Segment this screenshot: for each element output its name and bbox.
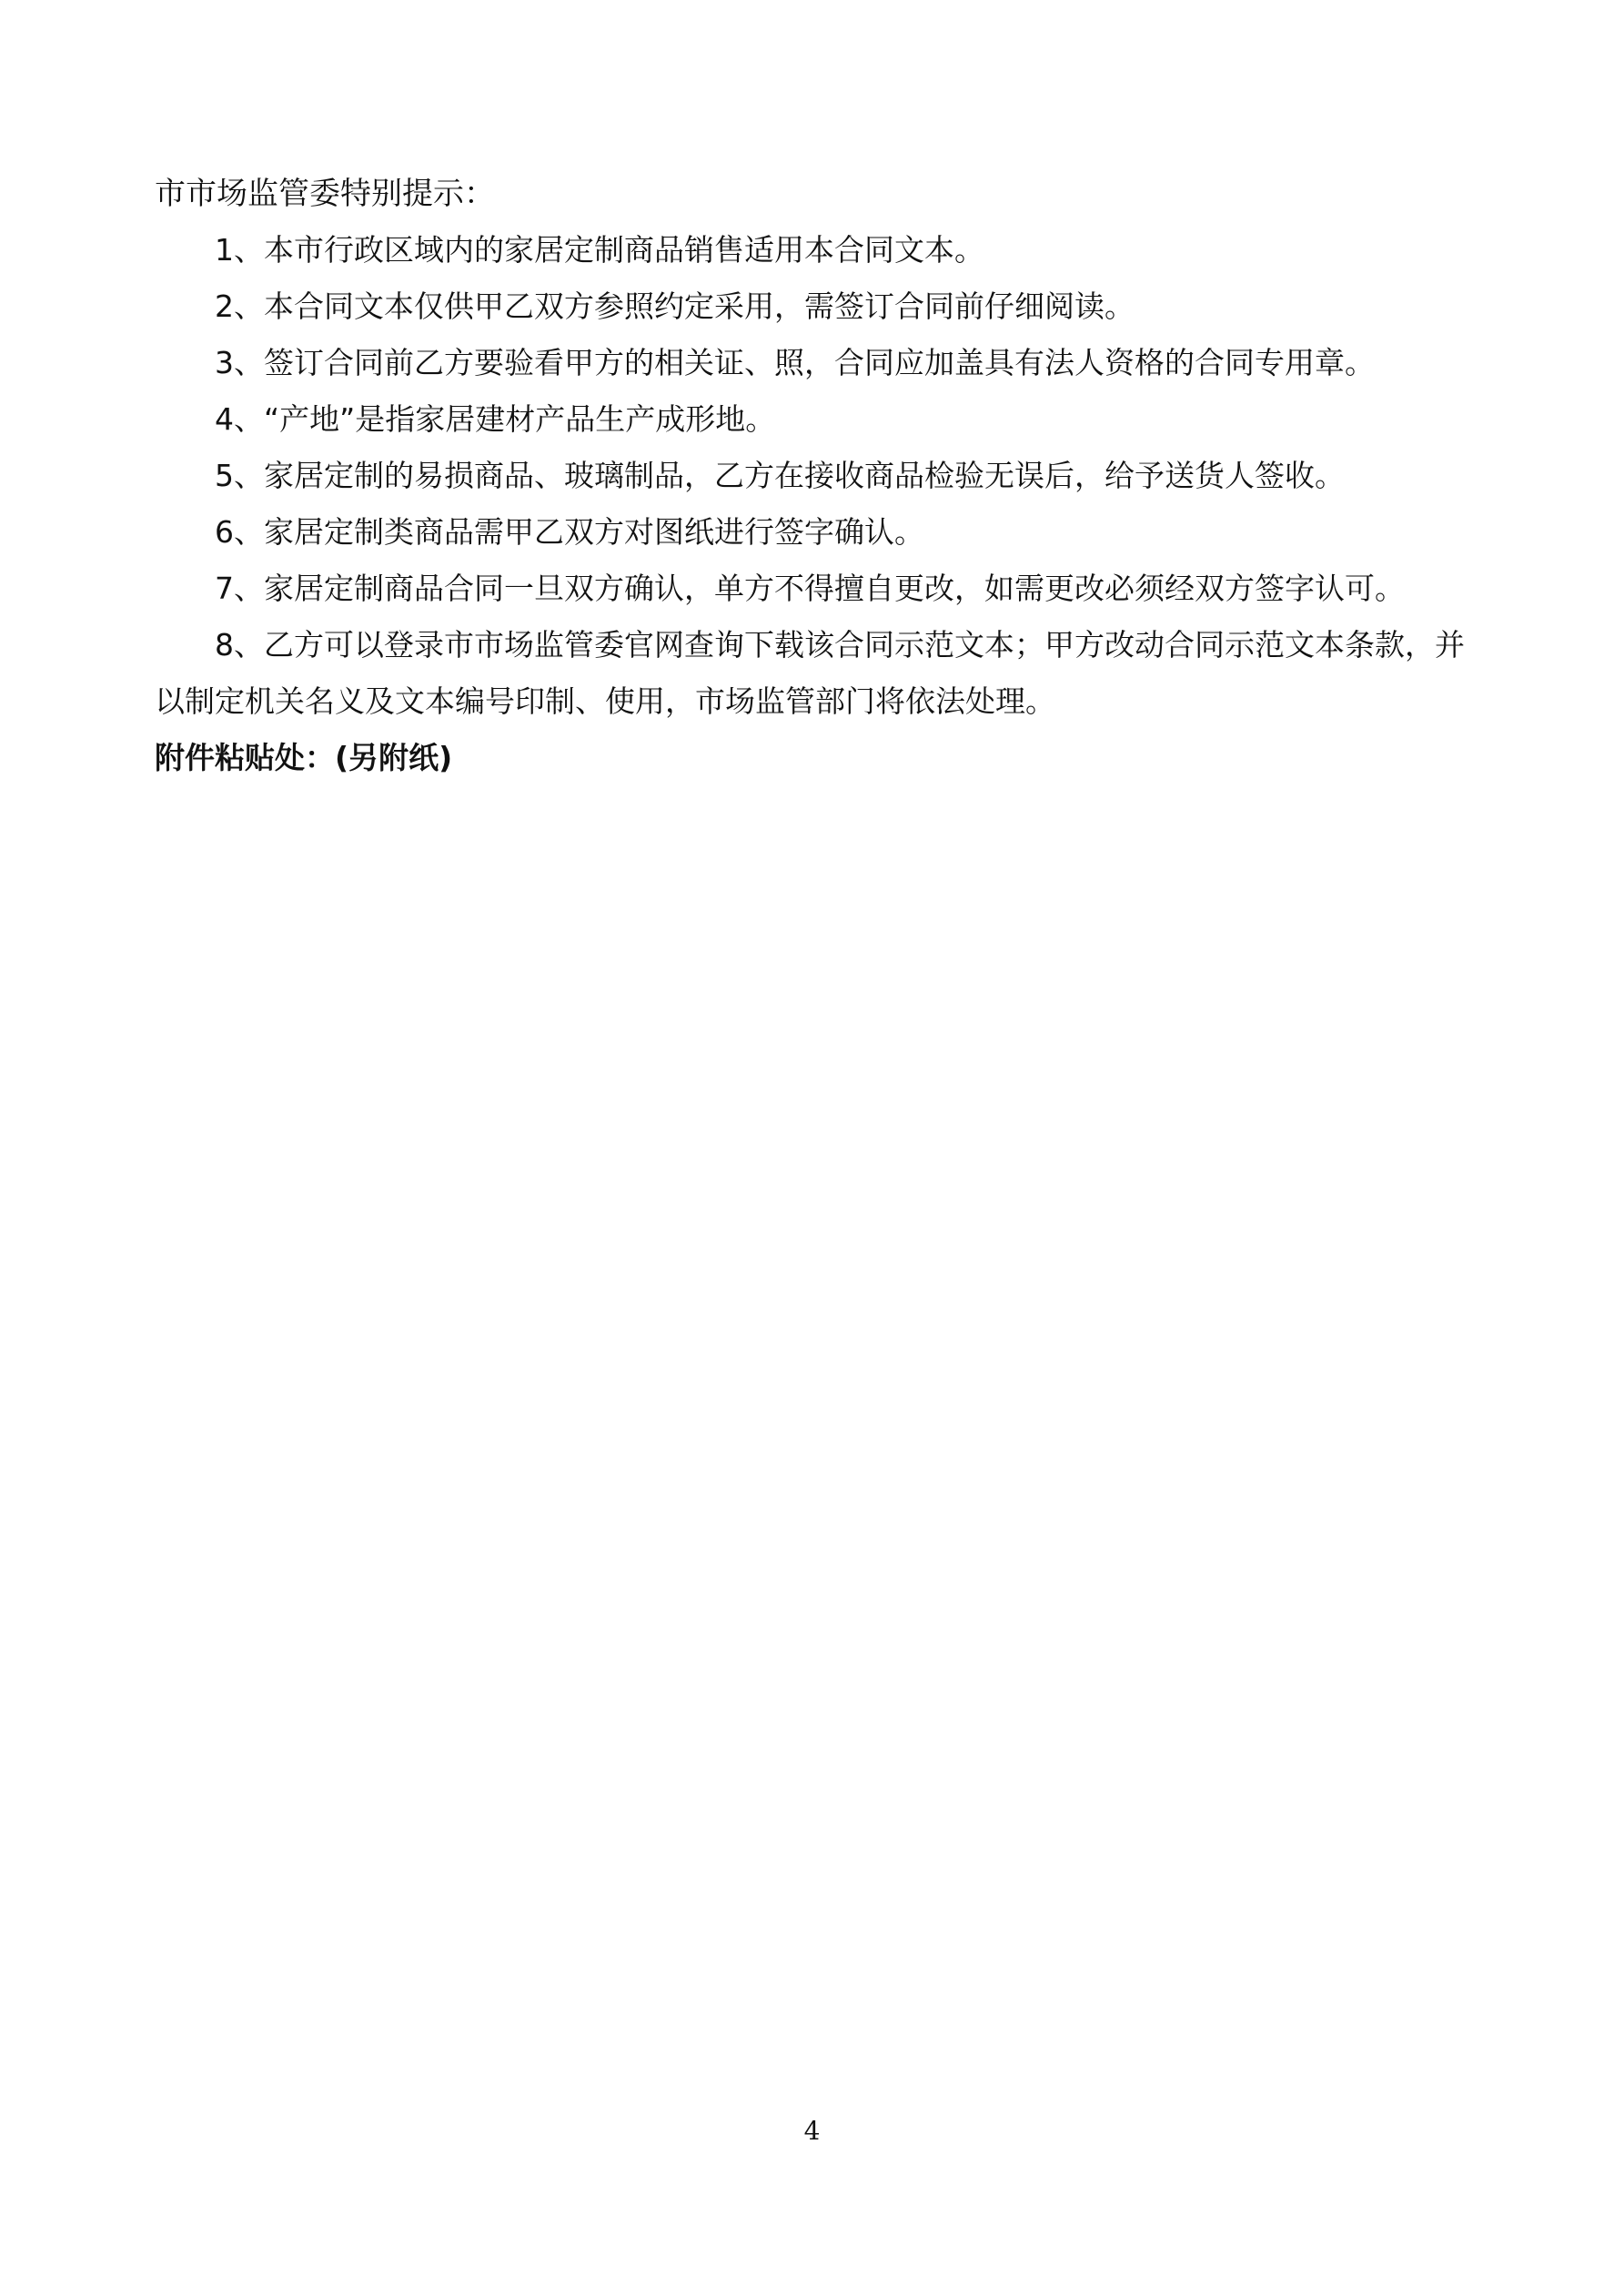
notice-item: 6、家居定制类商品需甲乙双方对图纸进行签字确认。 [215,514,924,550]
notice-item: 7、家居定制商品合同一旦双方确认，单方不得擅自更改，如需更改必须经双方签字认可。 [215,571,1405,606]
notice-item: 8、乙方可以登录市市场监管委官网查询下载该合同示范文本；甲方改动合同示范文本条款，并以制定机关名义及文本编号印制、使用，市场监管部门将依法处理。 [155,627,1465,719]
notice-item: 5、家居定制的易损商品、玻璃制品，乙方在接收商品检验无误后，给予送货人签收。 [215,458,1345,493]
page-number: 4 [803,2116,821,2146]
notice-heading: 市市场监管委特别提示： [155,176,495,212]
notice-item: 1、本市行政区域内的家居定制商品销售适用本合同文本。 [215,232,984,268]
notice-item: 2、本合同文本仅供甲乙双方参照约定采用，需签订合同前仔细阅读。 [215,288,1135,324]
attachment-label: 附件粘贴处：(另附纸) [155,740,453,775]
document-body [155,166,1483,786]
notice-item: 4、“产地”是指家居建材产品生产成形地。 [215,401,776,437]
notice-item: 3、签订合同前乙方要验看甲方的相关证、照，合同应加盖具有法人资格的合同专用章。 [215,345,1375,380]
notice-list [155,222,1483,730]
